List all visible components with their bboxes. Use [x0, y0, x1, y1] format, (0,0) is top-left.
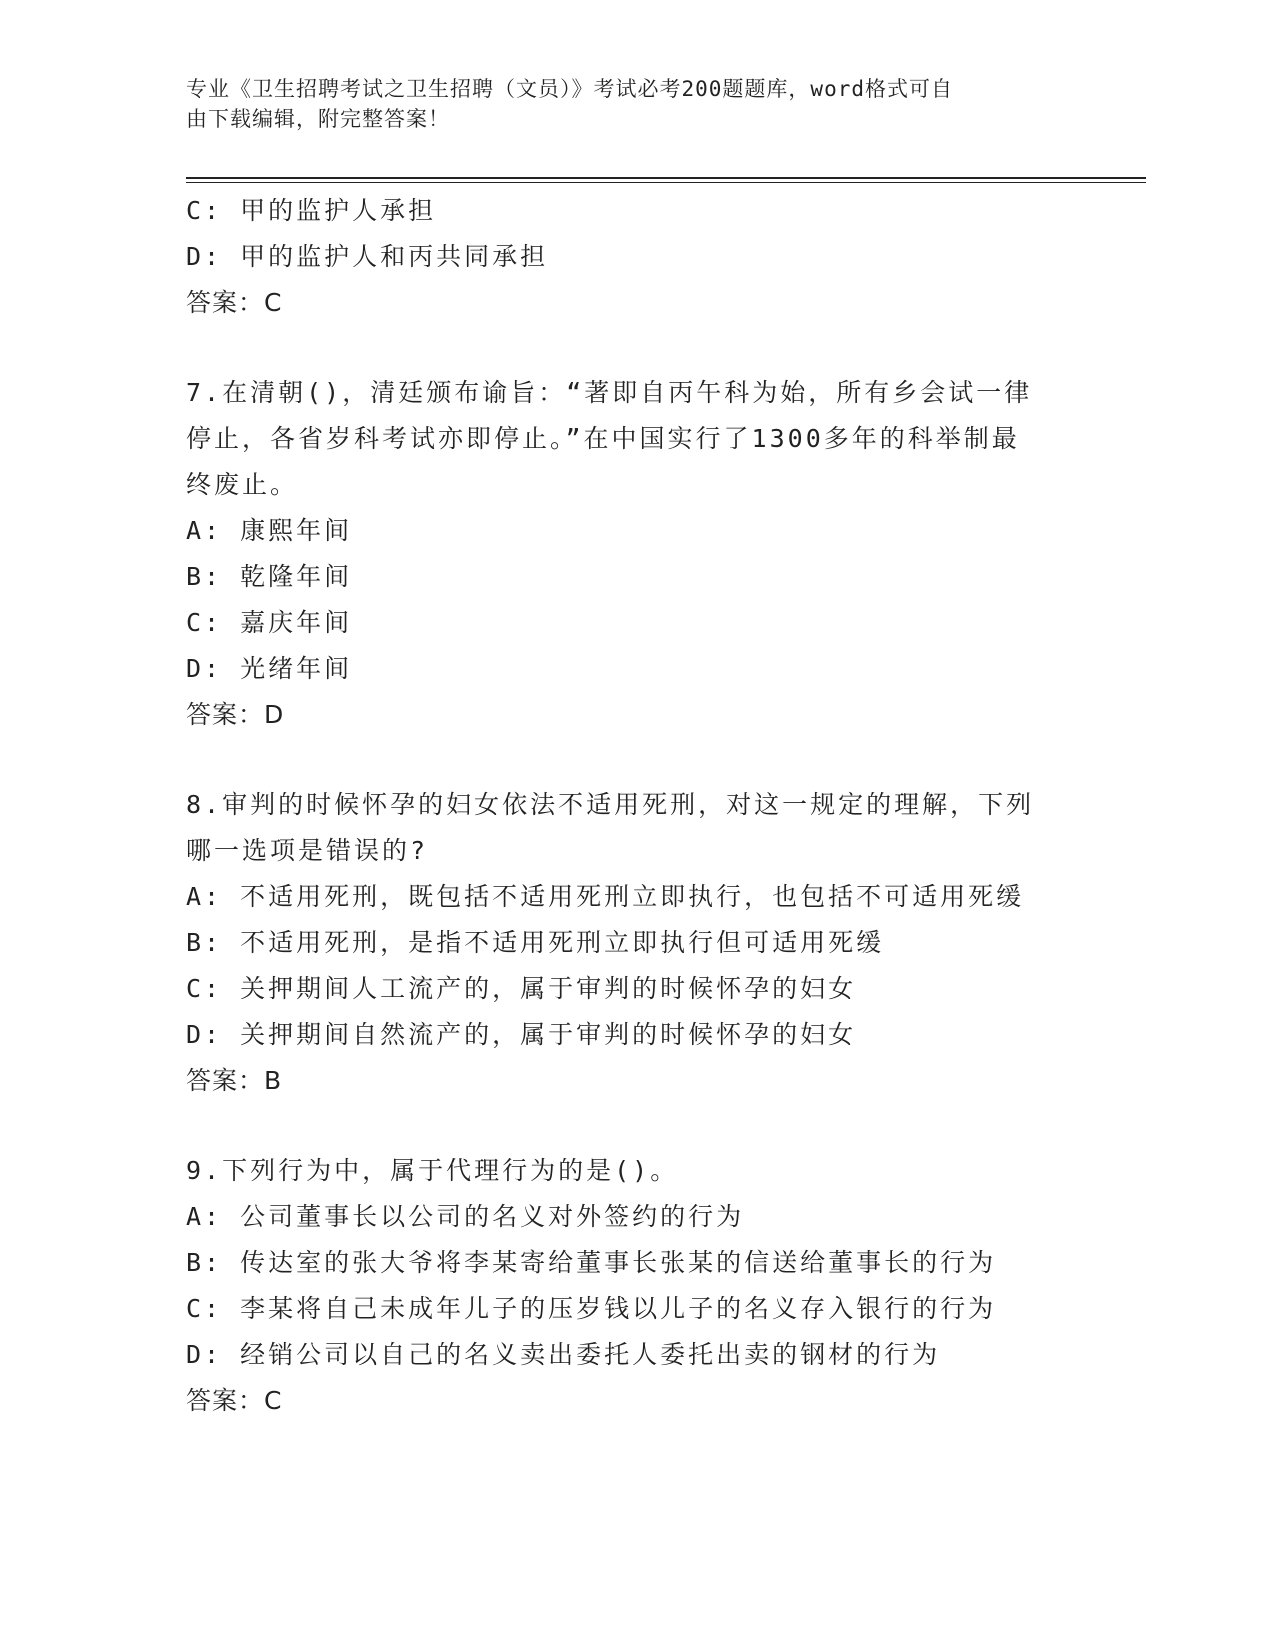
option-a: A: 康熙年间: [186, 516, 353, 545]
question-stem: 终废止。: [186, 470, 299, 499]
option-c: C: 关押期间人工流产的，属于审判的时候怀孕的妇女: [186, 974, 857, 1003]
option-b: B: 不适用死刑，是指不适用死刑立即执行但可适用死缓: [186, 928, 885, 957]
header-line-2: 由下载编辑，附完整答案！: [186, 107, 450, 131]
question-stem: 哪一选项是错误的?: [186, 836, 429, 865]
answer-line: 答案：D: [186, 700, 285, 729]
question-stem: 停止，各省岁科考试亦即停止。”在中国实行了1300多年的科举制最: [186, 424, 1020, 453]
question-stem: 8.审判的时候怀孕的妇女依法不适用死刑，对这一规定的理解，下列: [186, 790, 1035, 819]
option-a: A: 公司董事长以公司的名义对外签约的行为: [186, 1202, 745, 1231]
option-a: A: 不适用死刑，既包括不适用死刑立即执行，也包括不可适用死缓: [186, 882, 1025, 911]
question-6-continued: [186, 188, 1086, 326]
option-d: D: 光绪年间: [186, 654, 353, 683]
question-stem: 9.下列行为中，属于代理行为的是()。: [186, 1156, 679, 1185]
option-b: B: 传达室的张大爷将李某寄给董事长张某的信送给董事长的行为: [186, 1248, 997, 1277]
option-d: D: 甲的监护人和丙共同承担: [186, 242, 549, 271]
option-c: C: 李某将自己未成年儿子的压岁钱以儿子的名义存入银行的行为: [186, 1294, 997, 1323]
question-8: [186, 782, 1086, 1104]
header-line-1: 专业《卫生招聘考试之卫生招聘（文员）》考试必考200题题库，word格式可自: [186, 77, 953, 101]
question-stem: 7.在清朝()，清廷颁布谕旨：“著即自丙午科为始，所有乡会试一律: [186, 378, 1033, 407]
answer-line: 答案：C: [186, 288, 283, 317]
option-b: B: 乾隆年间: [186, 562, 353, 591]
question-7: [186, 370, 1086, 738]
document-header: [186, 74, 1066, 134]
header-divider-thin: [186, 182, 1146, 183]
document-body: [186, 188, 1086, 1424]
answer-line: 答案：C: [186, 1386, 283, 1415]
option-c: C: 甲的监护人承担: [186, 196, 437, 225]
question-9: [186, 1148, 1086, 1424]
option-d: D: 关押期间自然流产的，属于审判的时候怀孕的妇女: [186, 1020, 857, 1049]
answer-line: 答案：B: [186, 1066, 283, 1095]
option-c: C: 嘉庆年间: [186, 608, 353, 637]
header-divider-thick: [186, 177, 1146, 179]
option-d: D: 经销公司以自己的名义卖出委托人委托出卖的钢材的行为: [186, 1340, 941, 1369]
